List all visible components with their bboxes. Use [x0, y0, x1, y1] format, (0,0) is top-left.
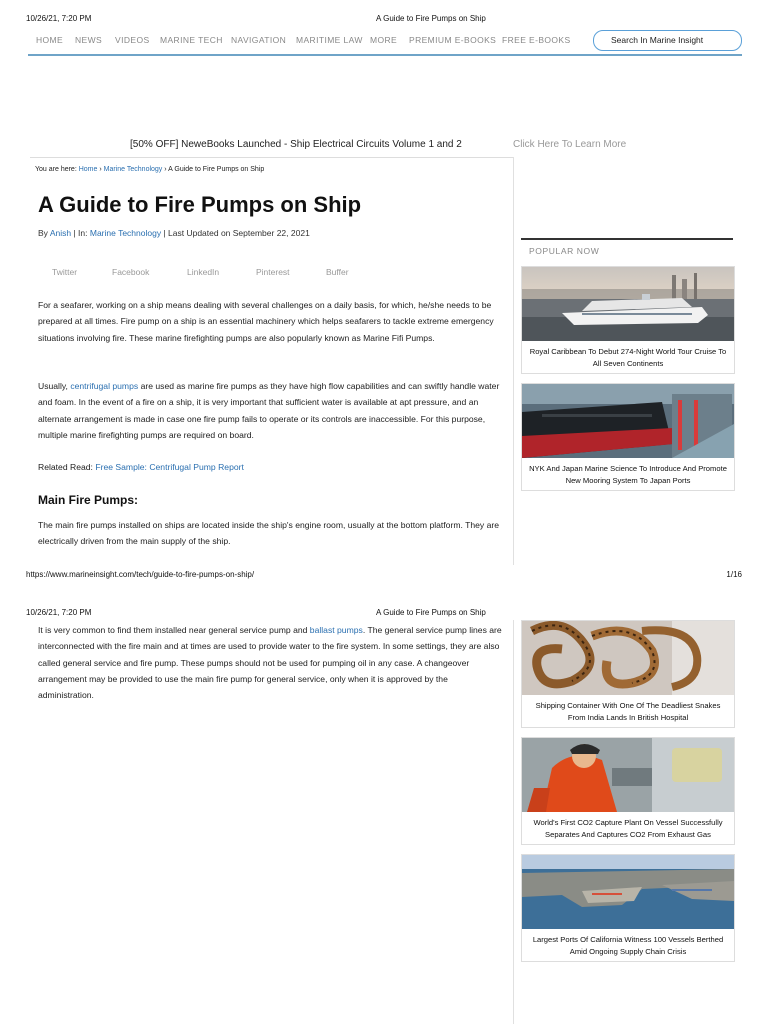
- article-paragraph: [38, 378, 502, 443]
- paragraph-text: It is very common to find them installed near general service pump and: [38, 625, 308, 635]
- nav-maritime-law[interactable]: MARITIME LAW: [296, 35, 363, 45]
- breadcrumb: [35, 166, 264, 173]
- print-title: A Guide to Fire Pumps on Ship: [376, 14, 486, 23]
- popular-card[interactable]: [521, 737, 735, 845]
- nav-premium-ebooks[interactable]: PREMIUM E-BOOKS: [409, 35, 497, 45]
- card-caption[interactable]: Royal Caribbean To Debut 274-Night World Tour Cruise To All Seven Continents: [529, 347, 727, 368]
- search-input[interactable]: [593, 30, 742, 51]
- nav-more[interactable]: MORE: [370, 35, 398, 45]
- ballast-pumps-link[interactable]: ballast pumps: [309, 625, 363, 635]
- nav-navigation[interactable]: NAVIGATION: [231, 35, 287, 45]
- author-link[interactable]: Anish: [49, 228, 72, 238]
- print-url: https://www.marineinsight.com/tech/guide-to-fire-pumps-on-ship/: [26, 570, 255, 579]
- paragraph-text: . The general service pump lines are interconnected with the fire main and at times are used to provide water to the fire system. In some settings, they are also called general service and fire pump. These pumps should not be used for pumping oil in any case. A changeover arrangement may be provided to use the main fire pump for general service, only when it is approved by the administration.: [38, 625, 502, 701]
- byline-by: By: [38, 228, 48, 238]
- search-placeholder: Search In Marine Insight: [611, 35, 704, 45]
- breadcrumb-home[interactable]: Home: [78, 166, 98, 173]
- promo-link[interactable]: Click Here To Learn More: [513, 139, 627, 150]
- nav-videos[interactable]: VIDEOS: [115, 35, 150, 45]
- print-page-number: 1/16: [726, 570, 742, 579]
- breadcrumb-separator: ›: [164, 166, 167, 173]
- breadcrumb-separator: ›: [99, 166, 102, 173]
- print-datetime: 10/26/21, 7:20 PM: [26, 608, 92, 617]
- share-twitter[interactable]: Twitter: [52, 267, 78, 277]
- article-paragraph: For a seafarer, working on a ship means dealing with several challenges on a daily basis, for which, he/she needs to be prepared at all times. Fire pump on a ship is an essential machinery which helps seafarers to tackle extreme emergency situations involving fire. These marine firefighting pumps are also popularly known as Marine Fifi Pumps.: [38, 300, 494, 343]
- section-heading: Main Fire Pumps:: [38, 493, 139, 507]
- content-divider: [30, 157, 514, 158]
- popular-heading: POPULAR NOW: [529, 246, 600, 256]
- related-read: [38, 462, 244, 472]
- centrifugal-pumps-link[interactable]: centrifugal pumps: [70, 381, 139, 391]
- article-title: A Guide to Fire Pumps on Ship: [38, 192, 362, 217]
- share-linkedin[interactable]: LinkedIn: [187, 267, 220, 277]
- card-caption[interactable]: Largest Ports Of California Witness 100 Vessels Berthed Amid Ongoing Supply Chain Crisis: [532, 935, 724, 956]
- column-divider: [513, 157, 514, 565]
- nav-news[interactable]: NEWS: [75, 35, 103, 45]
- breadcrumb-current: A Guide to Fire Pumps on Ship: [168, 166, 265, 173]
- nav-home[interactable]: HOME: [36, 35, 64, 45]
- port-aerial-image[interactable]: [522, 855, 734, 929]
- byline-in: | In:: [73, 228, 88, 238]
- card-caption[interactable]: World's First CO2 Capture Plant On Vessel Successfully Separates And Captures CO2 From Exhaust Gas: [533, 818, 723, 839]
- popular-card[interactable]: [521, 383, 735, 491]
- breadcrumb-category[interactable]: Marine Technology: [103, 166, 163, 173]
- paragraph-text: are used as marine fire pumps as they have high flow capabilities and can swiftly handle water and foam. In the event of a fire on a ship, it is very important that sufficient water is available at apt pressure, and an alternate arrangement is made in case one fire pump fails to operate or its controls are inaccessible. For this purpose, multiple marine firefighting pumps are required on board.: [38, 381, 500, 440]
- print-title: A Guide to Fire Pumps on Ship: [376, 608, 486, 617]
- article-paragraph: [38, 622, 502, 703]
- co2-capture-image[interactable]: [522, 738, 734, 812]
- related-link[interactable]: Free Sample: Centrifugal Pump Report: [95, 462, 244, 472]
- popular-card[interactable]: [521, 266, 735, 374]
- article-paragraph: The main fire pumps installed on ships are located inside the ship's engine room, usually at the bottom platform. They are electrically driven from the main supply of the ship.: [38, 520, 500, 547]
- popular-card[interactable]: [521, 620, 735, 728]
- nav-marine-tech[interactable]: MARINE TECH: [160, 35, 223, 45]
- paragraph-text: Usually,: [38, 381, 68, 391]
- card-caption[interactable]: Shipping Container With One Of The Deadliest Snakes From India Lands In British Hospital: [535, 701, 721, 722]
- snake-image[interactable]: [522, 621, 734, 695]
- column-divider: [513, 620, 514, 1024]
- nav-free-ebooks[interactable]: FREE E-BOOKS: [502, 35, 571, 45]
- mooring-ship-image[interactable]: [522, 384, 734, 458]
- share-pinterest[interactable]: Pinterest: [256, 267, 290, 277]
- promo-text: [50% OFF] NeweBooks Launched - Ship Electrical Circuits Volume 1 and 2: [130, 139, 462, 150]
- category-link[interactable]: Marine Technology: [89, 228, 162, 238]
- card-caption[interactable]: NYK And Japan Marine Science To Introduce And Promote New Mooring System To Japan Ports: [529, 464, 727, 485]
- print-datetime: 10/26/21, 7:20 PM: [26, 14, 92, 23]
- byline-updated: | Last Updated on September 22, 2021: [163, 228, 310, 238]
- share-facebook[interactable]: Facebook: [112, 267, 150, 277]
- popular-card[interactable]: [521, 854, 735, 962]
- breadcrumb-prefix: You are here:: [35, 166, 77, 173]
- share-buffer[interactable]: Buffer: [326, 267, 349, 277]
- byline: [38, 228, 310, 238]
- related-label: Related Read:: [38, 462, 93, 472]
- cruise-ship-image[interactable]: [522, 267, 734, 341]
- popular-divider: [521, 238, 733, 240]
